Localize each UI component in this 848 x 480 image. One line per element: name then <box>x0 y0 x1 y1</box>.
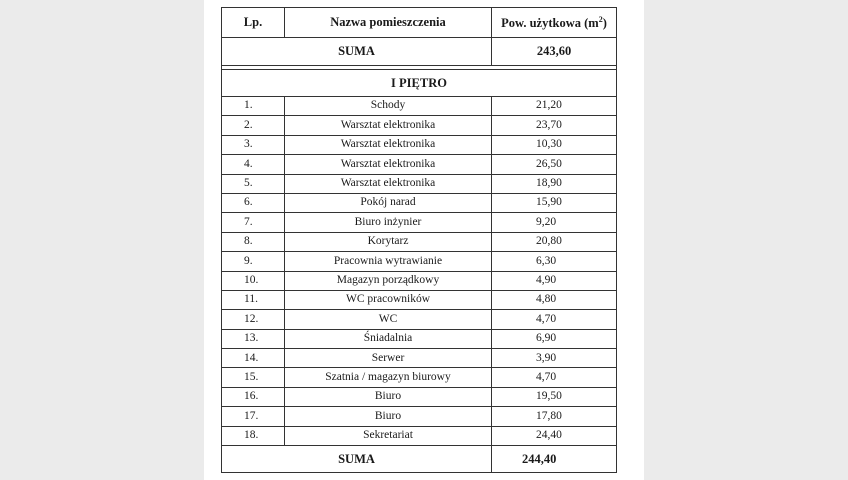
header-area-sup: 2 <box>598 14 603 24</box>
table-row <box>222 213 617 232</box>
row-lp: 3. <box>222 135 285 154</box>
table-header-row <box>222 8 617 38</box>
table-row <box>222 271 617 290</box>
header-room-name: Nazwa pomieszczenia <box>285 8 492 38</box>
floor-title-row <box>222 70 617 97</box>
table-row <box>222 368 617 387</box>
row-room-name: Biuro <box>285 387 492 406</box>
table-row <box>222 97 617 116</box>
row-room-name: Warsztat elektronika <box>285 116 492 135</box>
header-area-suffix: ) <box>602 15 607 30</box>
row-area: 6,90 <box>492 329 617 348</box>
header-area-text: Pow. użytkowa (m <box>501 15 599 30</box>
row-lp: 7. <box>222 213 285 232</box>
row-room-name: Magazyn porządkowy <box>285 271 492 290</box>
row-room-name: WC pracowników <box>285 290 492 309</box>
row-lp: 10. <box>222 271 285 290</box>
row-room-name: Biuro <box>285 407 492 426</box>
row-lp: 5. <box>222 174 285 193</box>
row-area: 3,90 <box>492 349 617 368</box>
row-area: 4,80 <box>492 290 617 309</box>
row-room-name: Warsztat elektronika <box>285 135 492 154</box>
header-usable-area <box>492 8 617 38</box>
header-lp: Lp. <box>222 8 285 38</box>
table-row <box>222 193 617 212</box>
row-area: 6,30 <box>492 252 617 271</box>
row-area: 10,30 <box>492 135 617 154</box>
row-room-name: Warsztat elektronika <box>285 155 492 174</box>
row-room-name: Szatnia / magazyn biurowy <box>285 368 492 387</box>
row-room-name: Pokój narad <box>285 193 492 212</box>
table-row <box>222 407 617 426</box>
table-row <box>222 116 617 135</box>
row-area: 20,80 <box>492 232 617 251</box>
table-row <box>222 290 617 309</box>
row-area: 26,50 <box>492 155 617 174</box>
row-lp: 12. <box>222 310 285 329</box>
row-area: 9,20 <box>492 213 617 232</box>
row-area: 4,70 <box>492 310 617 329</box>
row-lp: 16. <box>222 387 285 406</box>
row-room-name: Sekretariat <box>285 426 492 445</box>
row-lp: 6. <box>222 193 285 212</box>
table-row <box>222 135 617 154</box>
row-lp: 1. <box>222 97 285 116</box>
row-room-name: Korytarz <box>285 232 492 251</box>
row-area: 4,70 <box>492 368 617 387</box>
table-row <box>222 310 617 329</box>
table-row <box>222 155 617 174</box>
row-room-name: Warsztat elektronika <box>285 174 492 193</box>
row-lp: 9. <box>222 252 285 271</box>
floor-sum-value: 244,40 <box>492 446 617 473</box>
table-row <box>222 329 617 348</box>
row-lp: 15. <box>222 368 285 387</box>
row-area: 4,90 <box>492 271 617 290</box>
row-area: 15,90 <box>492 193 617 212</box>
row-area: 18,90 <box>492 174 617 193</box>
row-room-name: Schody <box>285 97 492 116</box>
rooms-table <box>221 7 617 473</box>
row-lp: 18. <box>222 426 285 445</box>
floor-sum-row <box>222 446 617 473</box>
document-page <box>204 0 644 480</box>
row-lp: 8. <box>222 232 285 251</box>
row-room-name: Serwer <box>285 349 492 368</box>
row-lp: 14. <box>222 349 285 368</box>
row-lp: 13. <box>222 329 285 348</box>
total-label: SUMA <box>222 38 492 66</box>
row-room-name: Biuro inżynier <box>285 213 492 232</box>
row-area: 24,40 <box>492 426 617 445</box>
row-room-name: Śniadalnia <box>285 329 492 348</box>
row-lp: 2. <box>222 116 285 135</box>
row-area: 21,20 <box>492 97 617 116</box>
row-area: 17,80 <box>492 407 617 426</box>
table-row <box>222 387 617 406</box>
row-lp: 4. <box>222 155 285 174</box>
row-room-name: WC <box>285 310 492 329</box>
table-row <box>222 349 617 368</box>
table-row <box>222 426 617 445</box>
floor-sum-label: SUMA <box>222 446 492 473</box>
total-row <box>222 38 617 66</box>
row-area: 19,50 <box>492 387 617 406</box>
total-value: 243,60 <box>492 38 617 66</box>
table-row <box>222 252 617 271</box>
row-lp: 11. <box>222 290 285 309</box>
row-lp: 17. <box>222 407 285 426</box>
floor-title: I PIĘTRO <box>222 70 617 97</box>
table-row <box>222 174 617 193</box>
row-room-name: Pracownia wytrawianie <box>285 252 492 271</box>
row-area: 23,70 <box>492 116 617 135</box>
table-row <box>222 232 617 251</box>
